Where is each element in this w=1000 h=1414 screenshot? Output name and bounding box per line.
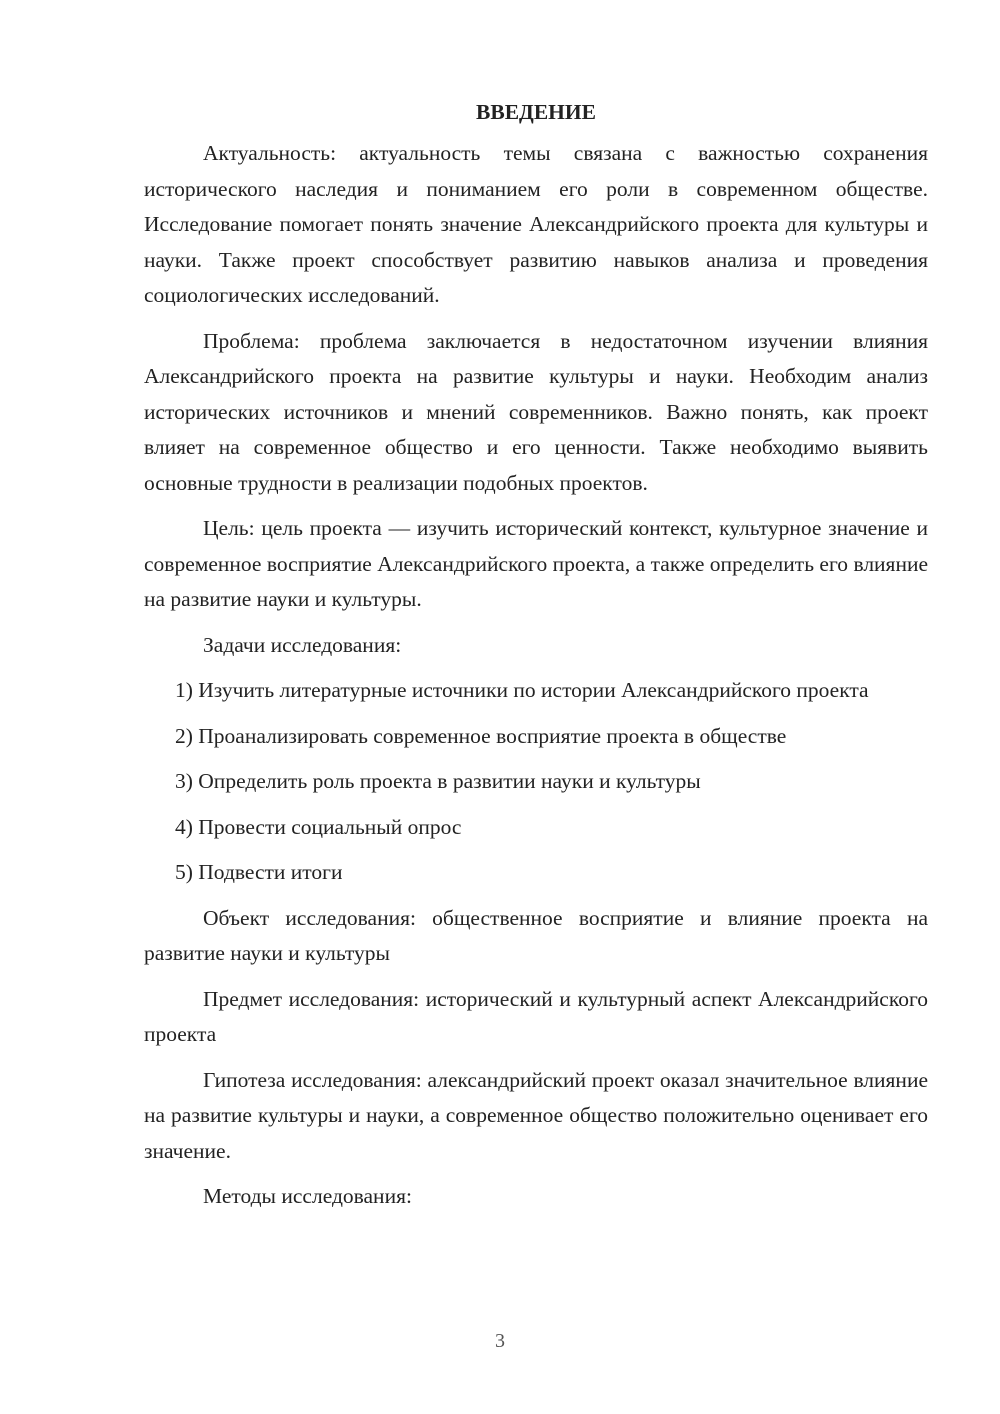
page-content bbox=[144, 96, 928, 1225]
subject-paragraph: Предмет исследования: исторический и культурный аспект Александрийского проекта bbox=[144, 986, 928, 1046]
object-paragraph: Объект исследования: общественное восприятие и влияние проекта на развитие науки и культуры bbox=[144, 905, 928, 965]
goal-paragraph: Цель: цель проекта — изучить исторический контекст, культурное значение и современное восприятие Александрийского проекта, а также определить его влияние на развитие науки и культуры. bbox=[144, 516, 928, 611]
problem-paragraph: Проблема: проблема заключается в недостаточном изучении влияния Александрийского проекта на развитие культуры и науки. Необходим анализ исторических источников и мнений современников. Важно понять, как проект влияет на современное общество и его ценности. Также необходимо выявить основные трудности в реализации подобных проектов. bbox=[144, 328, 928, 495]
methods-label: Методы исследования: bbox=[203, 1184, 412, 1208]
task-item-2: 2) Проанализировать современное восприятие проекта в обществе bbox=[175, 723, 787, 748]
hypothesis-paragraph: Гипотеза исследования: александрийский проект оказал значительное влияние на развитие культуры и науки, а современное общество положительно оценивает его значение. bbox=[144, 1067, 928, 1163]
task-item-5: 5) Подвести итоги bbox=[175, 860, 343, 884]
section-heading: ВВЕДЕНИЕ bbox=[476, 100, 596, 124]
page-number: 3 bbox=[495, 1330, 505, 1352]
relevance-paragraph: Актуальность: актуальность темы связана с важностью сохранения исторического наследия и пониманием его роли в современном обществе. Исследование помогает понять значение Александрийского проекта для культуры и науки. Также проект способствует развитию навыков анализа и проведения социологических исследований. bbox=[144, 141, 928, 307]
task-item-3: 3) Определить роль проекта в развитии науки и культуры bbox=[175, 769, 701, 793]
tasks-label: Задачи исследования: bbox=[203, 632, 402, 657]
task-item-1: 1) Изучить литературные источники по истории Александрийского проекта bbox=[175, 678, 869, 702]
task-item-4: 4) Провести социальный опрос bbox=[175, 814, 462, 839]
